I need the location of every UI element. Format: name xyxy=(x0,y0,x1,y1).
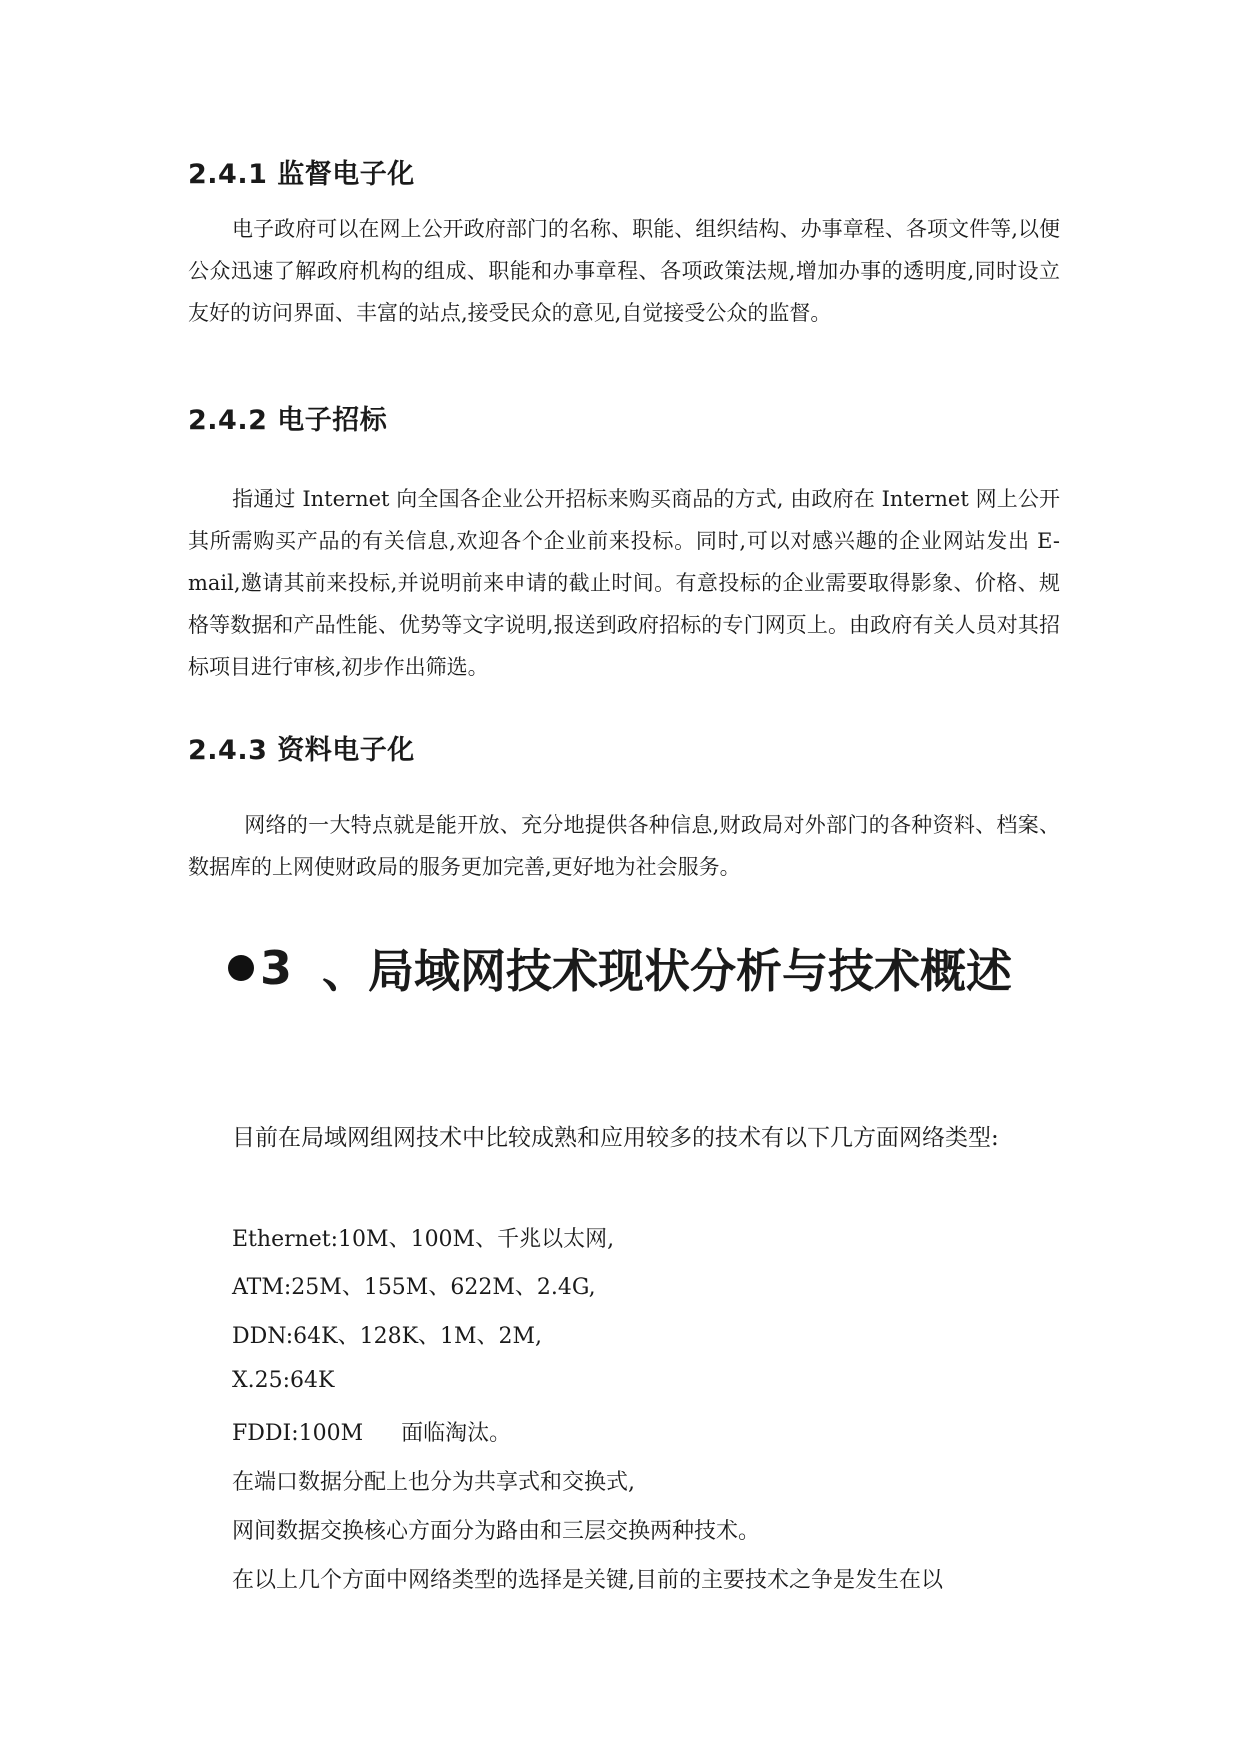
closing-line-key: 在以上几个方面中网络类型的选择是关键,目前的主要技术之争是发生在以 xyxy=(232,1568,943,1593)
section-paragraph-2-4-1 xyxy=(188,208,1060,334)
network-type-ethernet: Ethernet:10M、100M、千兆以太网, xyxy=(232,1227,615,1252)
section-paragraph-2-4-3 xyxy=(188,804,1060,888)
paragraph-text: 电子政府可以在网上公开政府部门的名称、职能、组织结构、办事章程、各项文件等,以便公众迅速了解政府机构的组成、职能和办事章程、各项政策法规,增加办事的透明度,同时设立友好的访问界面、丰富的站点,接受民众的意见,自觉接受公众的监督。 xyxy=(188,217,1060,325)
closing-line-port: 在端口数据分配上也分为共享式和交换式, xyxy=(232,1470,635,1495)
fddi-label: FDDI:100M xyxy=(232,1421,364,1446)
bullet-icon xyxy=(228,955,254,981)
network-type-x25: X.25:64K xyxy=(232,1368,335,1393)
fddi-note: 面临淘汰。 xyxy=(401,1421,512,1446)
paragraph-text: 指通过 Internet 向全国各企业公开招标来购买商品的方式, 由政府在 Internet 网上公开其所需购买产品的有关信息,欢迎各个企业前来投标。同时,可以对感兴趣的企业网站发出 E-mail,邀请其前来投标,并说明前来申请的截止时间。有意投标的企业需要取得影象、价格、规格等数据和产品性能、优势等文字说明,报送到政府招标的专门网页上。由政府有关人员对其招标项目进行审核,初步作出筛选。 xyxy=(188,487,1060,679)
chapter-title: 、局域网技术现状分析与技术概述 xyxy=(322,944,1013,998)
section-paragraph-2-4-2 xyxy=(188,478,1060,688)
chapter-heading xyxy=(228,935,1012,1001)
network-type-fddi xyxy=(232,1416,511,1447)
section-heading-2-4-2: 2.4.2 电子招标 xyxy=(188,405,388,436)
paragraph-text: 网络的一大特点就是能开放、充分地提供各种信息,财政局对外部门的各种资料、档案、数据库的上网使财政局的服务更加完善,更好地为社会服务。 xyxy=(188,813,1060,879)
section-heading-2-4-3: 2.4.3 资料电子化 xyxy=(188,735,415,766)
chapter-number: 3 xyxy=(260,941,293,995)
intro-text: 目前在局域网组网技术中比较成熟和应用较多的技术有以下几方面网络类型: xyxy=(232,1125,999,1151)
closing-line-core: 网间数据交换核心方面分为路由和三层交换两种技术。 xyxy=(232,1519,761,1544)
intro-paragraph xyxy=(188,1114,1060,1163)
section-heading-2-4-1: 2.4.1 监督电子化 xyxy=(188,159,415,190)
network-type-atm: ATM:25M、155M、622M、2.4G, xyxy=(232,1275,596,1300)
network-type-ddn: DDN:64K、128K、1M、2M, xyxy=(232,1324,543,1349)
